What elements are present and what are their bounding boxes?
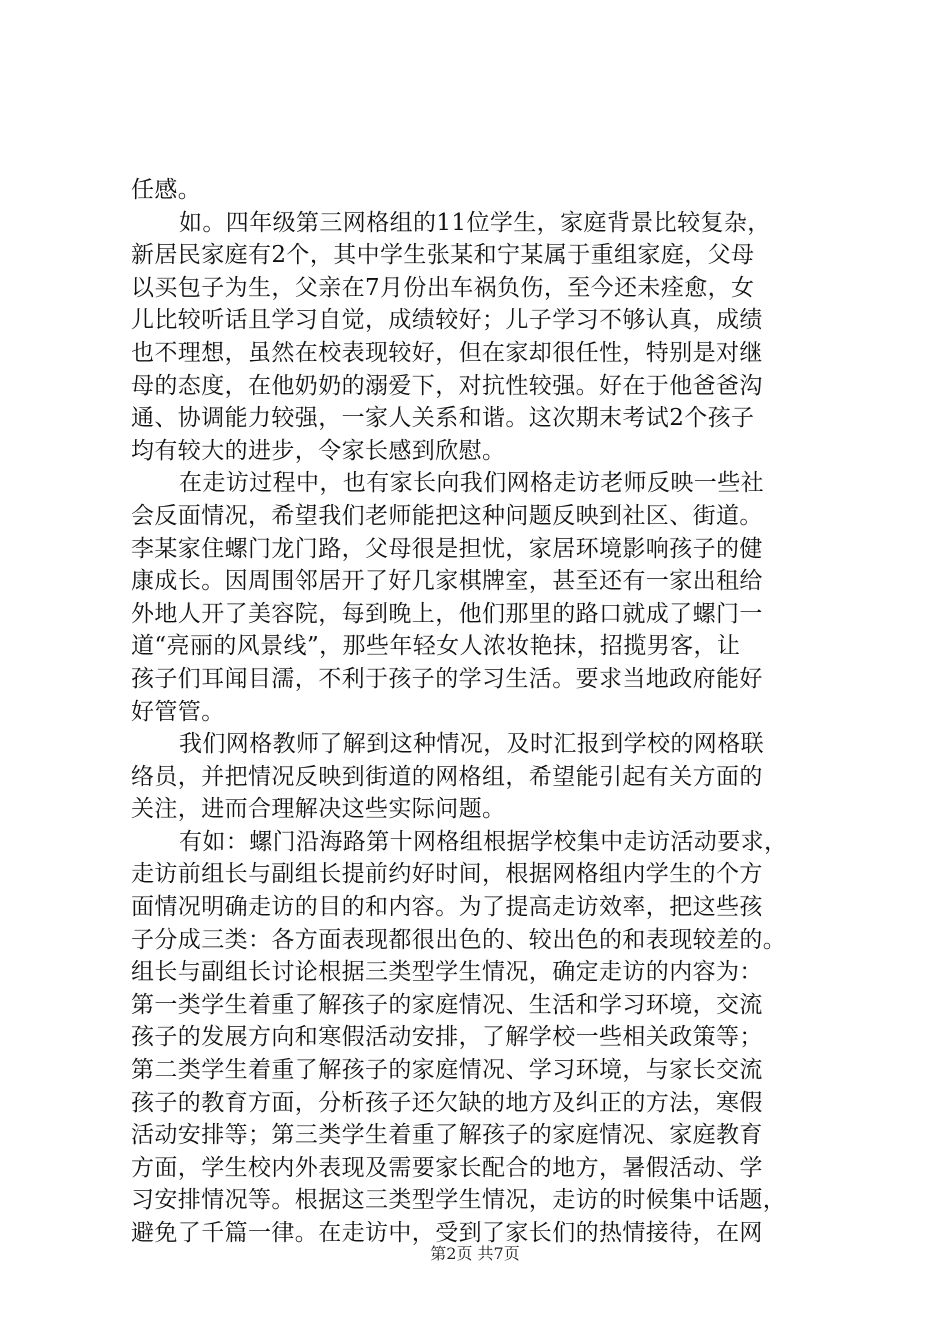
text-line: 以买包子为生，父亲在7月份出车祸负伤，至今还未痊愈，女	[131, 274, 755, 301]
text-line: 均有较大的进步，令家长感到欣慰。	[131, 437, 506, 464]
document-body	[131, 174, 831, 1250]
text-line: 子分成三类：各方面表现都很出色的、较出色的和表现较差的。	[131, 926, 787, 953]
text-line: 如。四年级第三网格组的11位学生，家庭背景比较复杂，	[179, 209, 771, 236]
text-line: 外地人开了美容院，每到晚上，他们那里的路口就成了螺门一	[131, 600, 763, 627]
text-line: 会反面情况，希望我们老师能把这种问题反映到社区、街道。	[131, 502, 763, 529]
text-line: 走访前组长与副组长提前约好时间，根据网格组内学生的个方	[131, 861, 763, 888]
text-line: 母的态度，在他奶奶的溺爱下，对抗性较强。好在于他爸爸沟	[131, 372, 763, 399]
text-line: 组长与副组长讨论根据三类型学生情况，确定走访的内容为：	[131, 959, 763, 986]
text-line: 习安排情况等。根据这三类型学生情况，走访的时候集中话题，	[131, 1187, 787, 1214]
text-line: 关注，进而合理解决这些实际问题。	[131, 796, 506, 823]
text-line: 新居民家庭有2个，其中学生张某和宁某属于重组家庭，父母	[131, 242, 755, 269]
text-line: 有如：螺门沿海路第十网格组根据学校集中走访活动要求，	[179, 828, 788, 855]
text-line: 孩子的发展方向和寒假活动安排，了解学校一些相关政策等；	[131, 1024, 763, 1051]
text-line: 康成长。因周围邻居开了好几家棋牌室，甚至还有一家出租给	[131, 568, 763, 595]
text-line: 道“亮丽的风景线”，那些年轻女人浓妆艳抹，招揽男客，让	[131, 633, 741, 660]
text-line: 避免了千篇一律。在走访中，受到了家长们的热情接待，在网	[131, 1220, 763, 1246]
text-line: 活动安排等；第三类学生着重了解孩子的家庭情况、家庭教育	[131, 1122, 763, 1149]
text-line: 李某家住螺门龙门路，父母很是担忧，家居环境影响孩子的健	[131, 535, 763, 562]
page-footer: 第2页 共7页	[430, 1244, 520, 1263]
text-line: 也不理想，虽然在校表现较好，但在家却很任性，特别是对继	[131, 339, 763, 366]
text-line: 孩子的教育方面，分析孩子还欠缺的地方及纠正的方法，寒假	[131, 1089, 763, 1116]
text-line: 任感。	[131, 177, 202, 203]
text-line: 我们网格教师了解到这种情况，及时汇报到学校的网格联	[179, 731, 764, 758]
text-line: 面情况明确走访的目的和内容。为了提高走访效率，把这些孩	[131, 894, 763, 921]
text-line: 第一类学生着重了解孩子的家庭情况、生活和学习环境，交流	[131, 991, 763, 1018]
text-line: 在走访过程中，也有家长向我们网格走访老师反映一些社	[179, 470, 764, 497]
text-line: 方面，学生校内外表现及需要家长配合的地方，暑假活动、学	[131, 1154, 763, 1181]
text-line: 儿比较听话且学习自觉，成绩较好；儿子学习不够认真，成绩	[131, 307, 763, 334]
text-line: 好管管。	[131, 698, 225, 725]
text-line: 孩子们耳闻目濡，不利于孩子的学习生活。要求当地政府能好	[131, 665, 763, 692]
text-line: 络员，并把情况反映到街道的网格组，希望能引起有关方面的	[131, 763, 763, 790]
text-line: 第二类学生着重了解孩子的家庭情况、学习环境，与家长交流	[131, 1057, 763, 1084]
text-line: 通、协调能力较强，一家人关系和谐。这次期末考试2个孩子	[131, 405, 755, 432]
